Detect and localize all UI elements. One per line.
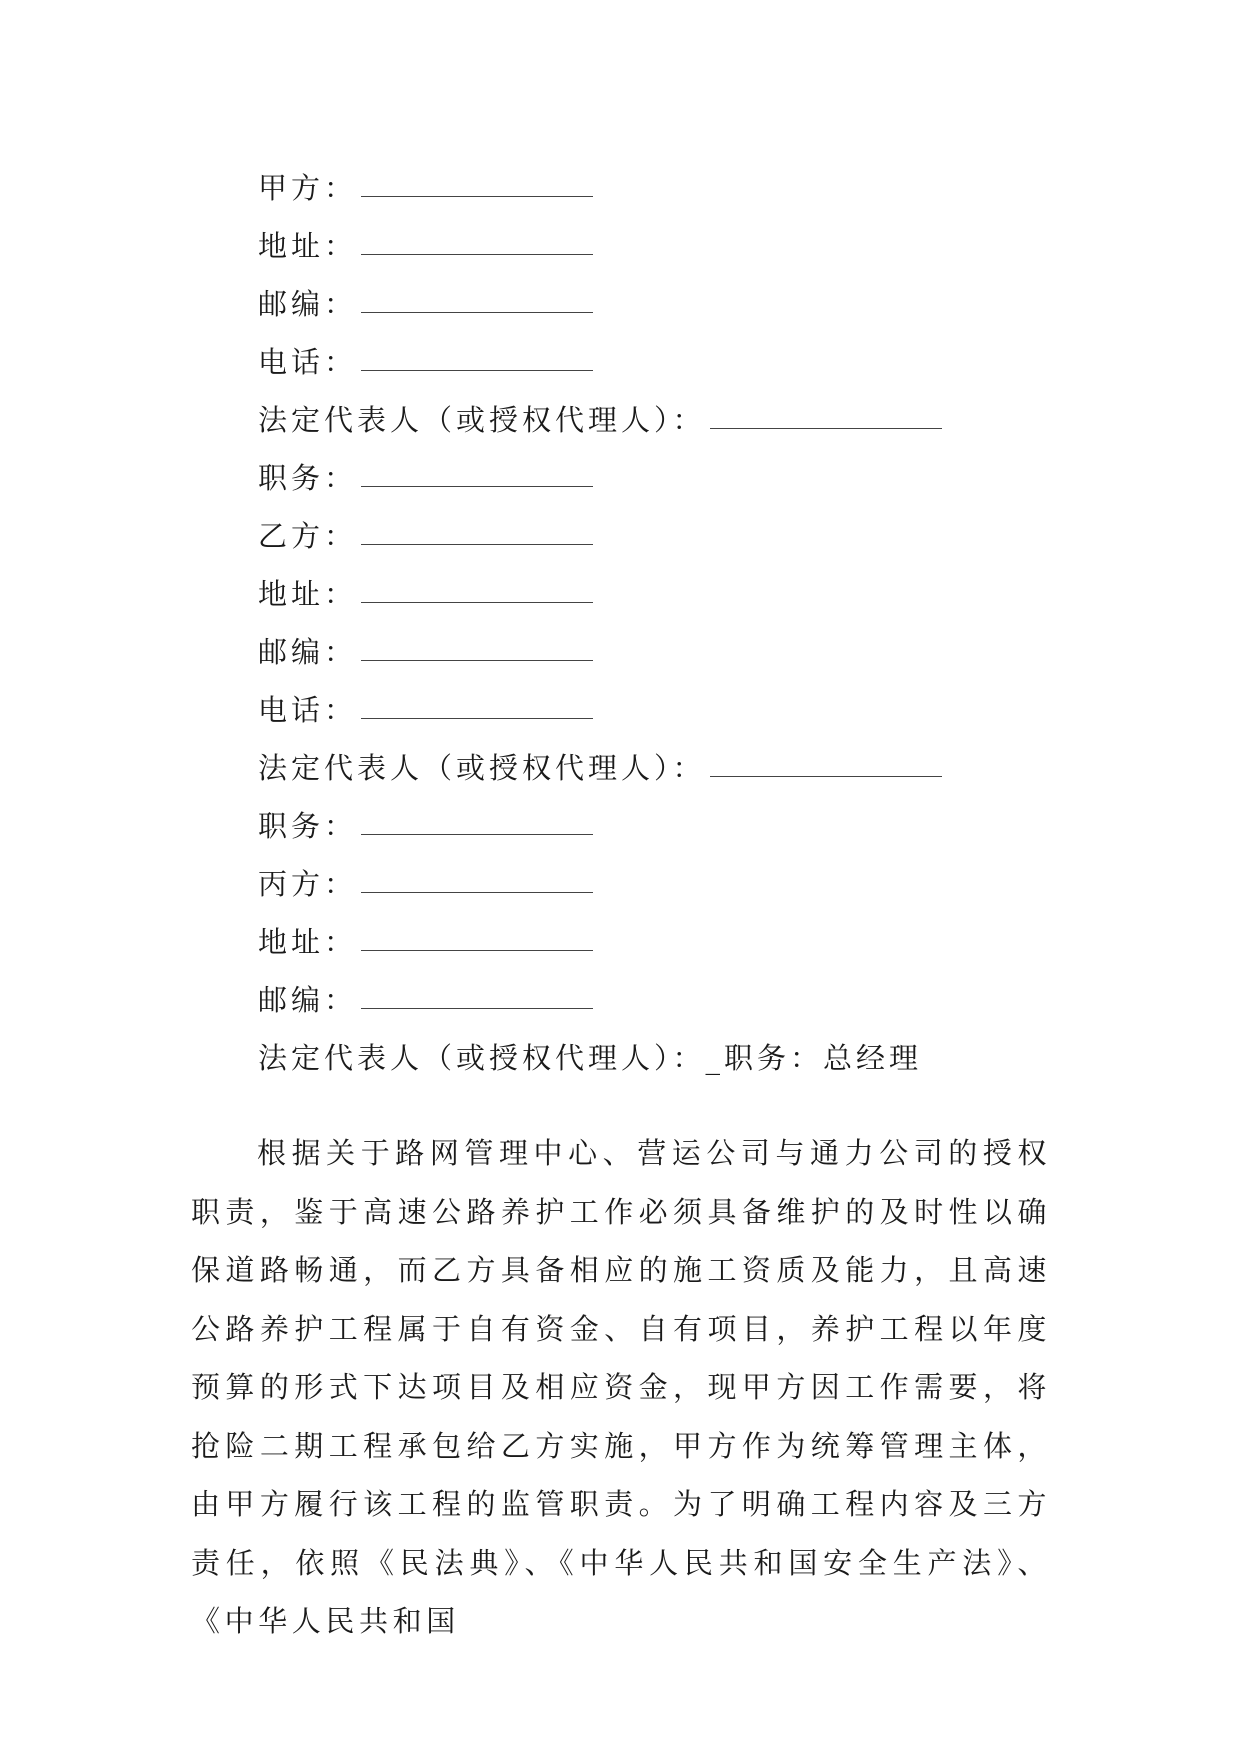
fill-blank[interactable] xyxy=(710,756,942,777)
field-label: 职务： xyxy=(258,460,358,495)
party-c-representative-row xyxy=(258,1033,922,1079)
fill-blank[interactable] xyxy=(361,640,593,661)
field-label: 法定代表人（或授权代理人）： xyxy=(258,402,706,437)
party-a-position-row xyxy=(258,453,593,499)
field-label: 甲方： xyxy=(258,170,358,205)
party-c-name-row xyxy=(258,859,593,905)
party-a-postcode-row xyxy=(258,279,593,325)
field-label: 邮编： xyxy=(258,634,358,669)
party-b-name-row xyxy=(258,511,593,557)
fill-blank[interactable] xyxy=(361,872,593,893)
fill-blank[interactable] xyxy=(361,930,593,951)
field-label: 法定代表人（或授权代理人）： xyxy=(258,750,706,785)
party-c-address-row xyxy=(258,917,593,963)
party-c-postcode-row xyxy=(258,975,593,1021)
fill-blank[interactable] xyxy=(361,814,593,835)
party-a-address-row xyxy=(258,221,593,267)
fill-blank[interactable] xyxy=(361,350,593,371)
field-label: 丙方： xyxy=(258,866,358,901)
fill-blank[interactable] xyxy=(361,698,593,719)
fill-blank[interactable] xyxy=(361,292,593,313)
party-b-representative-row xyxy=(258,743,942,789)
fill-blank[interactable] xyxy=(710,408,942,429)
party-b-postcode-row xyxy=(258,627,593,673)
field-label: 地址： xyxy=(258,924,358,959)
field-label: 乙方： xyxy=(258,518,358,553)
field-label: 邮编： xyxy=(258,286,358,321)
party-b-phone-row xyxy=(258,685,593,731)
fill-blank[interactable] xyxy=(361,582,593,603)
fill-blank[interactable] xyxy=(361,234,593,255)
field-label: 地址： xyxy=(258,228,358,263)
party-b-address-row xyxy=(258,569,593,615)
party-a-representative-row xyxy=(258,395,942,441)
party-a-name-row xyxy=(258,163,593,209)
field-label: 电话： xyxy=(258,692,358,727)
contract-preamble-paragraph: 根据关于路网管理中心、营运公司与通力公司的授权职责，鉴于高速公路养护工作必须具备维护的及时性以确保道路畅通，而乙方具备相应的施工资质及能力，且高速公路养护工程属于自有资金、自有项目，养护工程以年度预算的形式下达项目及相应资金，现甲方因工作需要，将抢险二期工程承包给乙方实施，甲方作为统筹管理主体，由甲方履行该工程的监管职责。为了明确工程内容及三方责任，依照《民法典》、《中华人民共和国安全生产法》、《中华人民共和国 xyxy=(191,1136,1051,1638)
field-label: 电话： xyxy=(258,344,358,379)
fill-blank[interactable] xyxy=(361,466,593,487)
field-label: 职务： xyxy=(258,808,358,843)
party-b-position-row xyxy=(258,801,593,847)
field-label: 法定代表人（或授权代理人）：_职务：总经理 xyxy=(258,1040,923,1075)
party-a-phone-row xyxy=(258,337,593,383)
field-label: 地址： xyxy=(258,576,358,611)
fill-blank[interactable] xyxy=(361,988,593,1009)
fill-blank[interactable] xyxy=(361,524,593,545)
field-label: 邮编： xyxy=(258,982,358,1017)
fill-blank[interactable] xyxy=(361,176,593,197)
